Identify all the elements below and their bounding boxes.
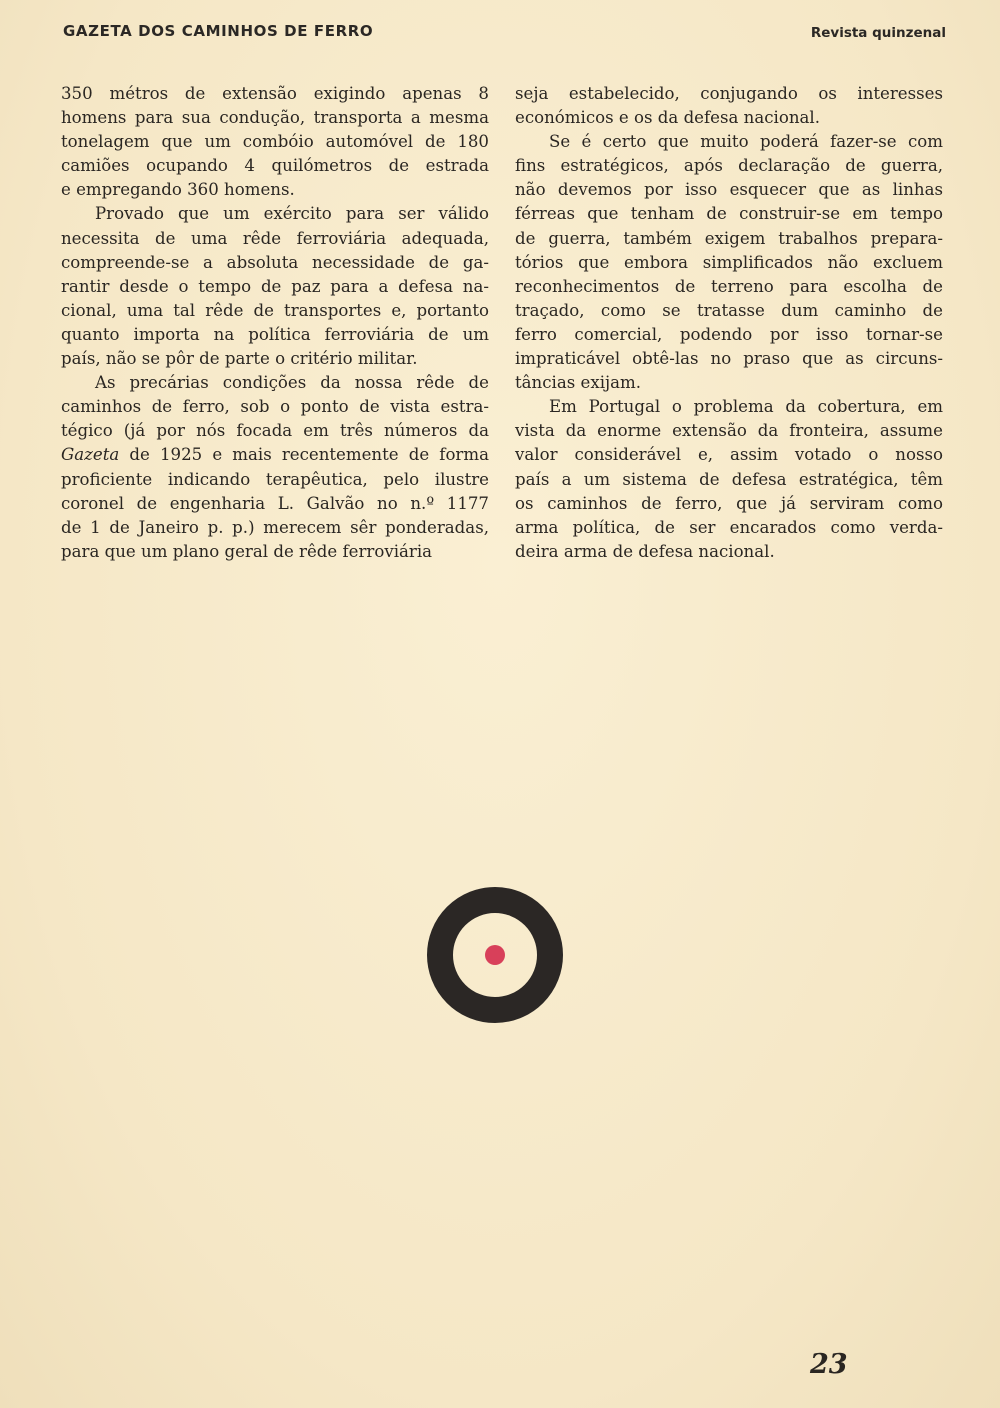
text-line: país a um sistema de defesa estratégica, têm bbox=[515, 469, 943, 489]
text-line: não devemos por isso esquecer que as linhas bbox=[515, 180, 943, 200]
text-line: As precárias condições da nossa rêde de bbox=[95, 373, 489, 393]
article-paragraph bbox=[515, 395, 943, 564]
text-line: país, não se pôr de parte o critério militar. bbox=[61, 349, 418, 369]
text-line: quanto importa na política ferroviária de um bbox=[61, 324, 489, 344]
text-line: cional, uma tal rêde de transportes e, portanto bbox=[61, 300, 489, 320]
text-line: tégico (já por nós focada em três números da bbox=[61, 421, 489, 441]
article-paragraph bbox=[61, 202, 489, 371]
article-paragraph bbox=[515, 82, 943, 130]
roundel-center-dot bbox=[485, 945, 505, 965]
article-column-right bbox=[515, 82, 943, 564]
text-line: necessita de uma rêde ferroviária adequada, bbox=[61, 228, 489, 248]
text-line: seja estabelecido, conjugando os interesses bbox=[515, 84, 943, 103]
text-line: tâncias exijam. bbox=[515, 373, 642, 393]
text-line: Se é certo que muito poderá fazer-se com bbox=[549, 132, 943, 152]
page-number: 23 bbox=[810, 1349, 848, 1380]
text-line: Provado que um exército para ser válido bbox=[95, 204, 489, 224]
text-line: Em Portugal o problema da cobertura, em bbox=[549, 397, 943, 417]
text-line: homens para sua condução, transporta a mesma bbox=[61, 108, 489, 128]
text-line: deira arma de defesa nacional. bbox=[515, 541, 775, 561]
text-line: camiões ocupando 4 quilómetros de estrada bbox=[61, 156, 489, 176]
text-line: os caminhos de ferro, que já serviram como bbox=[515, 493, 943, 513]
text-line: coronel de engenharia L. Galvão no n.º 1177 bbox=[61, 493, 489, 513]
text-line: tonelagem que um combóio automóvel de 180 bbox=[61, 132, 489, 152]
text-line: proficiente indicando terapêutica, pelo ilustre bbox=[61, 469, 489, 489]
text-line: 350 métros de extensão exigindo apenas 8 bbox=[61, 84, 489, 103]
article-column-left bbox=[61, 82, 489, 564]
text-line: traçado, como se tratasse dum caminho de bbox=[515, 300, 943, 320]
text-line: Gazeta de 1925 e mais recentemente de forma bbox=[61, 445, 489, 465]
text-line: compreende-se a absoluta necessidade de ga- bbox=[61, 252, 489, 272]
text-line: para que um plano geral de rêde ferroviária bbox=[61, 541, 433, 561]
text-line: férreas que tenham de construir-se em tempo bbox=[515, 204, 943, 224]
publication-subtitle: Revista quinzenal bbox=[810, 25, 946, 41]
text-line: valor considerável e, assim votado o nosso bbox=[515, 445, 943, 465]
italic-title: Gazeta bbox=[61, 445, 120, 465]
text-line: impraticável obtê-las no praso que as circuns- bbox=[515, 349, 943, 369]
text-line: fins estratégicos, após declaração de guerra, bbox=[515, 156, 943, 176]
text-line: económicos e os da defesa nacional. bbox=[515, 108, 820, 128]
article-paragraph bbox=[515, 130, 943, 395]
text-line: e empregando 360 homens. bbox=[61, 180, 295, 200]
roundel-icon bbox=[427, 887, 563, 1023]
text-line: de guerra, também exigem trabalhos prepara- bbox=[515, 228, 943, 248]
text-line: rantir desde o tempo de paz para a defesa na- bbox=[61, 276, 489, 296]
text-line: arma política, de ser encarados como verda- bbox=[515, 517, 943, 537]
text-line: caminhos de ferro, sob o ponto de vista estra- bbox=[61, 397, 489, 417]
text-line: reconhecimentos de terreno para escolha de bbox=[515, 276, 943, 296]
article-paragraph bbox=[61, 82, 489, 202]
article-paragraph bbox=[61, 371, 489, 564]
text-line: tórios que embora simplificados não excluem bbox=[515, 252, 943, 272]
publication-title: GAZETA DOS CAMINHOS DE FERRO bbox=[63, 22, 374, 40]
text-line: ferro comercial, podendo por isso tornar-se bbox=[515, 324, 943, 344]
text-line: vista da enorme extensão da fronteira, assume bbox=[515, 421, 943, 441]
text-line: de 1 de Janeiro p. p.) merecem sêr ponderadas, bbox=[61, 517, 489, 537]
